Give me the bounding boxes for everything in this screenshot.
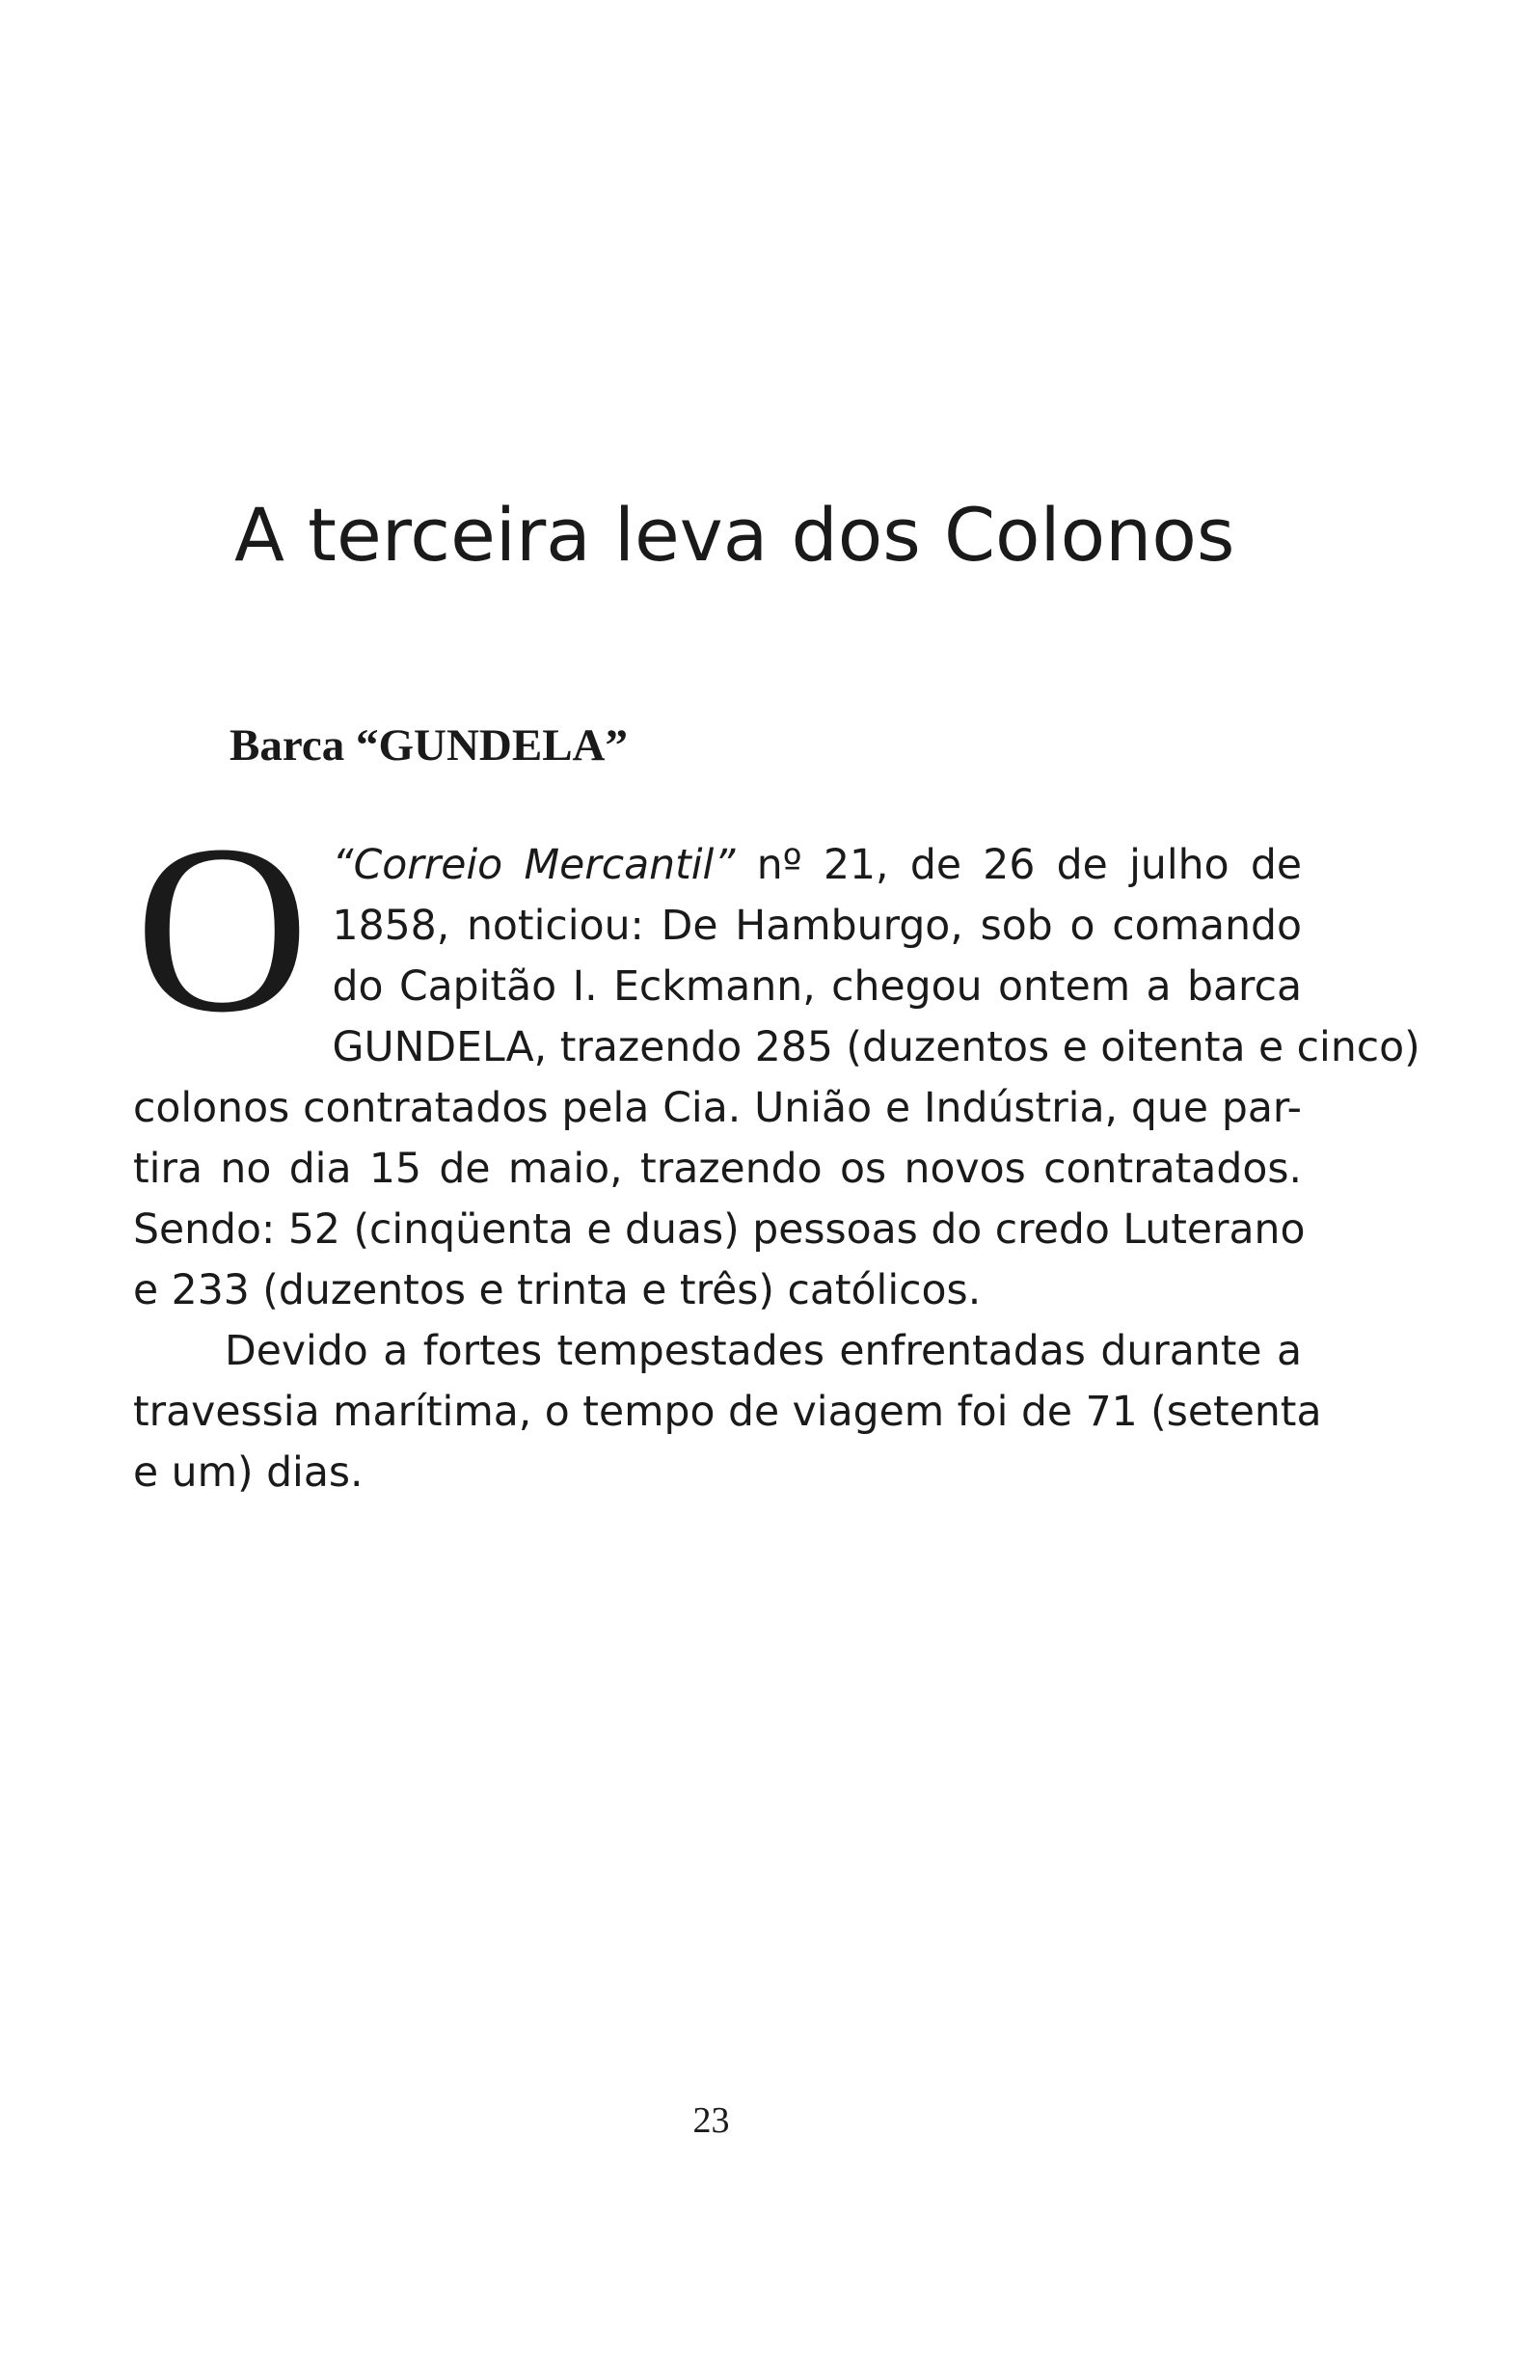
paragraph-2-line: Devido a fortes tempestades enfrentadas durante a	[225, 1328, 1302, 1375]
body-text	[133, 796, 1420, 1503]
paragraph-1-line: 1858, noticiou: De Hamburgo, sob o comando	[332, 903, 1302, 950]
paragraph-2	[133, 1321, 1322, 1503]
chapter-title: A terceira leva dos Colonos	[234, 492, 1235, 578]
paragraph-1	[133, 796, 1420, 1321]
paragraph-1-line: Sendo: 52 (cinqüenta e duas) pessoas do credo Luterano	[133, 1206, 1306, 1254]
paragraph-1-line: GUNDELA, trazendo 285 (duzentos e oitenta e cinco)	[332, 1024, 1420, 1071]
paragraph-2-line: e um) dias.	[133, 1449, 364, 1497]
paragraph-1-line: tira no dia 15 de maio, trazendo os novos contratados.	[133, 1146, 1302, 1193]
drop-cap: O	[135, 796, 310, 1063]
paragraph-1-line: colonos contratados pela Cia. União e Indústria, que par-	[133, 1085, 1302, 1132]
line-text: nº 21, de 26 de julho de	[735, 842, 1303, 889]
newspaper-name: “Correio Mercantil”	[332, 842, 736, 889]
section-heading: Barca “GUNDELA”	[230, 720, 628, 771]
paragraph-1-line: e 233 (duzentos e trinta e três) católicos.	[133, 1267, 982, 1314]
page-number: 23	[692, 2100, 730, 2141]
paragraph-1-line: do Capitão I. Eckmann, chegou ontem a barca	[332, 963, 1302, 1011]
paragraph-2-line: travessia marítima, o tempo de viagem foi de 71 (setenta	[133, 1389, 1322, 1436]
